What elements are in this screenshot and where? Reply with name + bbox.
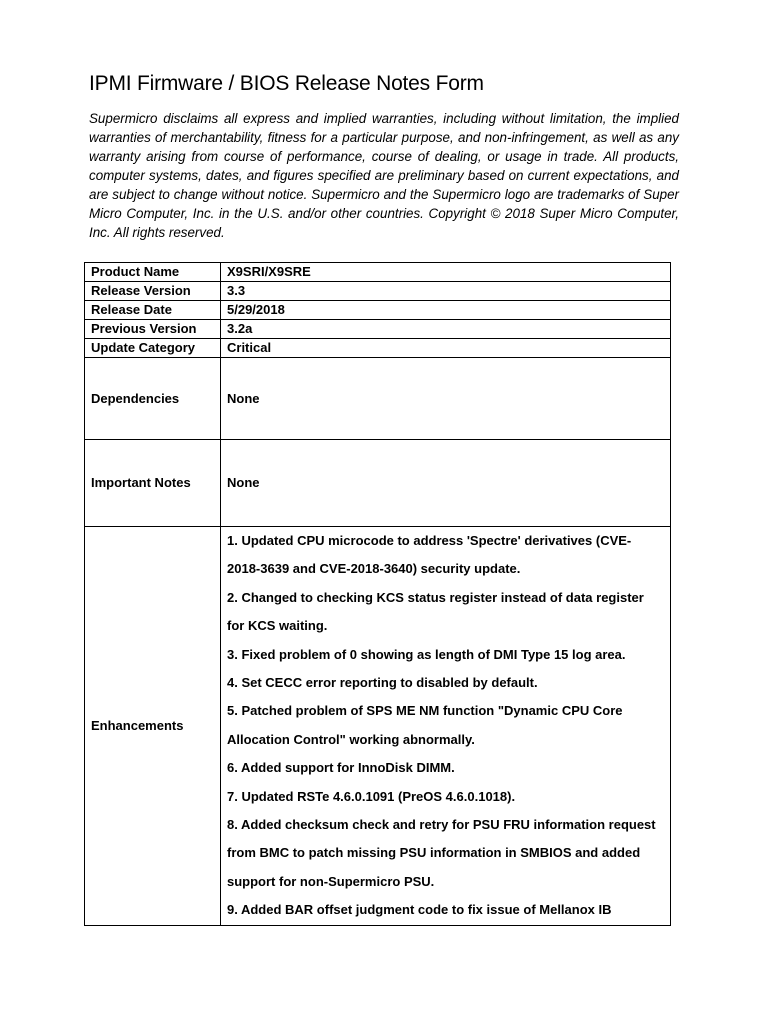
row-label: Important Notes bbox=[85, 440, 221, 527]
row-label: Previous Version bbox=[85, 320, 221, 339]
enhancements-list bbox=[227, 527, 664, 925]
list-item: 7. Updated RSTe 4.6.0.1091 (PreOS 4.6.0.1018). bbox=[227, 788, 516, 804]
disclaimer-paragraph: Supermicro disclaims all express and implied warranties, including without limitation, the implied warranties of merchantability, fitness for a particular purpose, and non-infringement, as well as any warranty arising from course of performance, course of dealing, or usage in trade. All products, computer systems, dates, and figures specified are preliminary based on current expectations, and are subject to change without notice. Supermicro and the Supermicro logo are trademarks of Super Micro Computer, Inc. in the U.S. and/or other countries. Copyright © 2018 Super Micro Computer, Inc. All rights reserved. bbox=[89, 111, 679, 240]
row-value: 5/29/2018 bbox=[221, 301, 671, 320]
row-value: None bbox=[221, 440, 671, 527]
row-value: 3.2a bbox=[221, 320, 671, 339]
table-row-enhancements bbox=[85, 527, 671, 926]
row-value: None bbox=[221, 358, 671, 440]
table-row-previous-version bbox=[85, 320, 671, 339]
table-row-dependencies bbox=[85, 358, 671, 440]
row-label: Product Name bbox=[85, 263, 221, 282]
row-label: Dependencies bbox=[85, 358, 221, 440]
list-item: 8. Added checksum check and retry for PSU FRU information request from BMC to patch missing PSU information in SMBIOS and added support for non-Supermicro PSU. bbox=[227, 817, 656, 889]
row-value: 3.3 bbox=[221, 282, 671, 301]
row-label: Release Date bbox=[85, 301, 221, 320]
list-item: 9. Added BAR offset judgment code to fix issue of Mellanox IB bbox=[227, 902, 612, 918]
page-title: IPMI Firmware / BIOS Release Notes Form bbox=[89, 72, 484, 95]
list-item: 2. Changed to checking KCS status register instead of data register for KCS waiting. bbox=[227, 589, 644, 634]
table-row-important-notes bbox=[85, 440, 671, 527]
table-row-release-version bbox=[85, 282, 671, 301]
list-item: 1. Updated CPU microcode to address 'Spectre' derivatives (CVE-2018-3639 and CVE-2018-3640) security update. bbox=[227, 533, 632, 577]
row-label: Enhancements bbox=[85, 527, 221, 926]
row-value: Critical bbox=[221, 339, 671, 358]
list-item: 3. Fixed problem of 0 showing as length of DMI Type 15 log area. bbox=[227, 646, 626, 662]
table-row-product-name bbox=[85, 263, 671, 282]
list-item: 5. Patched problem of SPS ME NM function "Dynamic CPU Core Allocation Control" working abnormally. bbox=[227, 703, 623, 747]
release-notes-table bbox=[84, 262, 671, 926]
table-row-release-date bbox=[85, 301, 671, 320]
row-value: X9SRI/X9SRE bbox=[221, 263, 671, 282]
enhancements-cell bbox=[221, 527, 671, 926]
table-row-update-category bbox=[85, 339, 671, 358]
row-label: Release Version bbox=[85, 282, 221, 301]
row-label: Update Category bbox=[85, 339, 221, 358]
list-item: 4. Set CECC error reporting to disabled by default. bbox=[227, 675, 538, 691]
list-item: 6. Added support for InnoDisk DIMM. bbox=[227, 760, 455, 776]
